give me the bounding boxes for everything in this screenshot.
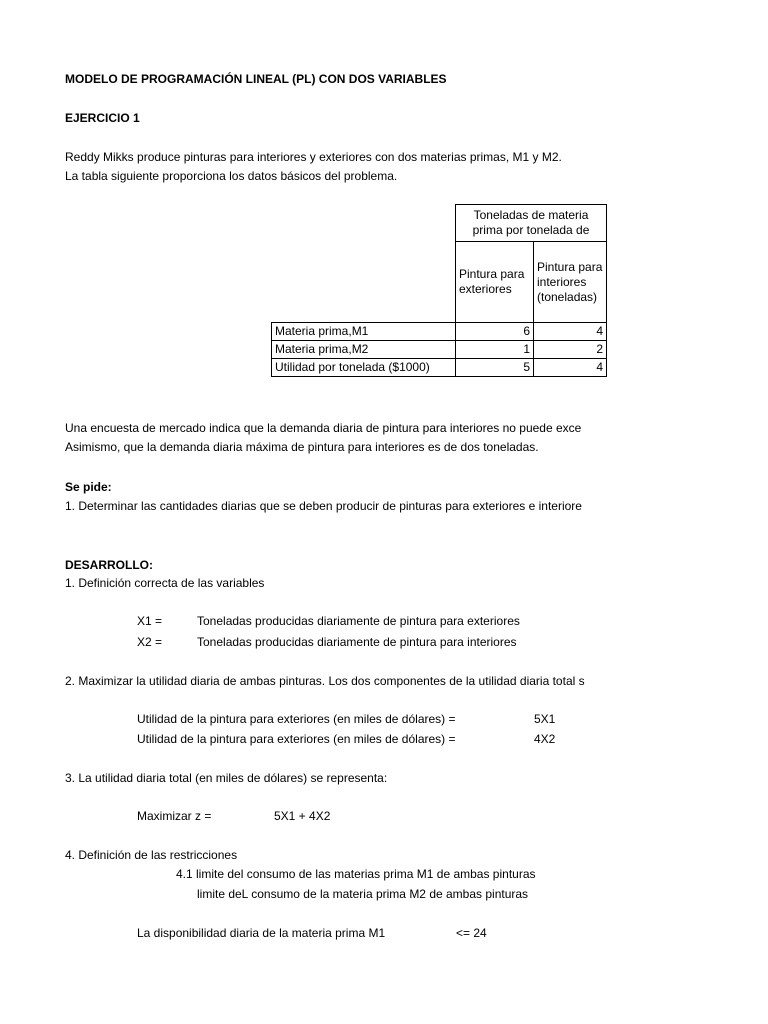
- var-name: X2 =: [137, 635, 163, 649]
- market-line-2: Asimismo, que la demanda diaria máxima de pintura para interiores es de dos toneladas.: [65, 440, 539, 454]
- step-1: 1. Definición correcta de las variables: [65, 576, 265, 590]
- col-header-exteriores: Pintura para exteriores: [456, 242, 534, 323]
- raw-material-table: [271, 204, 607, 377]
- cell-ext: 5: [456, 359, 534, 377]
- cell-ext: 6: [456, 323, 534, 341]
- objective-label: Maximizar z =: [137, 809, 212, 823]
- var-name: X1 =: [137, 614, 163, 628]
- table-row: [272, 323, 607, 341]
- cell-int: 4: [534, 323, 607, 341]
- cell-int: 2: [534, 341, 607, 359]
- table-row: [272, 341, 607, 359]
- market-line-1: Una encuesta de mercado indica que la demanda diaria de pintura para interiores no puede exce: [65, 421, 582, 435]
- intro-line-2: La tabla siguiente proporciona los datos básicos del problema.: [65, 169, 398, 183]
- row-label: Utilidad por tonelada ($1000): [272, 359, 456, 377]
- table-row: [272, 359, 607, 377]
- step-3: 3. La utilidad diaria total (en miles de dólares) se representa:: [65, 771, 388, 785]
- exercise-heading: EJERCICIO 1: [65, 111, 140, 125]
- availability-label: La disponibilidad diaria de la materia prima M1: [137, 926, 386, 940]
- restriction-2: limite deL consumo de la materia prima M2 de ambas pinturas: [197, 887, 529, 901]
- step-2: 2. Maximizar la utilidad diaria de ambas pinturas. Los dos componentes de la utilidad diaria total s: [65, 674, 585, 688]
- row-label: Materia prima,M1: [272, 323, 456, 341]
- utility-value: 4X2: [534, 732, 556, 746]
- desarrollo-heading: DESARROLLO:: [65, 558, 153, 572]
- step-4: 4. Definición de las restricciones: [65, 848, 238, 862]
- cell-ext: 1: [456, 341, 534, 359]
- var-desc: Toneladas producidas diariamente de pintura para exteriores: [197, 614, 520, 628]
- table-group-header: Toneladas de materia prima por tonelada de: [456, 205, 607, 242]
- objective-expression: 5X1 + 4X2: [274, 809, 331, 823]
- utility-value: 5X1: [534, 712, 556, 726]
- document-title: MODELO DE PROGRAMACIÓN LINEAL (PL) CON DOS VARIABLES: [65, 72, 447, 86]
- col-header-interiores: Pintura para interiores (toneladas): [534, 242, 607, 323]
- se-pide-heading: Se pide:: [65, 480, 112, 494]
- intro-line-1: Reddy Mikks produce pinturas para interiores y exteriores con dos materias primas, M1 y M2.: [65, 150, 562, 164]
- utility-text: Utilidad de la pintura para exteriores (en miles de dólares) =: [137, 732, 456, 746]
- restriction-1: 4.1 limite del consumo de las materias prima M1 de ambas pinturas: [176, 867, 536, 881]
- var-desc: Toneladas producidas diariamente de pintura para interiores: [197, 635, 517, 649]
- cell-int: 4: [534, 359, 607, 377]
- availability-value: <= 24: [456, 926, 487, 940]
- utility-text: Utilidad de la pintura para exteriores (en miles de dólares) =: [137, 712, 456, 726]
- se-pide-item-1: 1. Determinar las cantidades diarias que se deben producir de pinturas para exteriores e interiore: [65, 499, 582, 513]
- row-label: Materia prima,M2: [272, 341, 456, 359]
